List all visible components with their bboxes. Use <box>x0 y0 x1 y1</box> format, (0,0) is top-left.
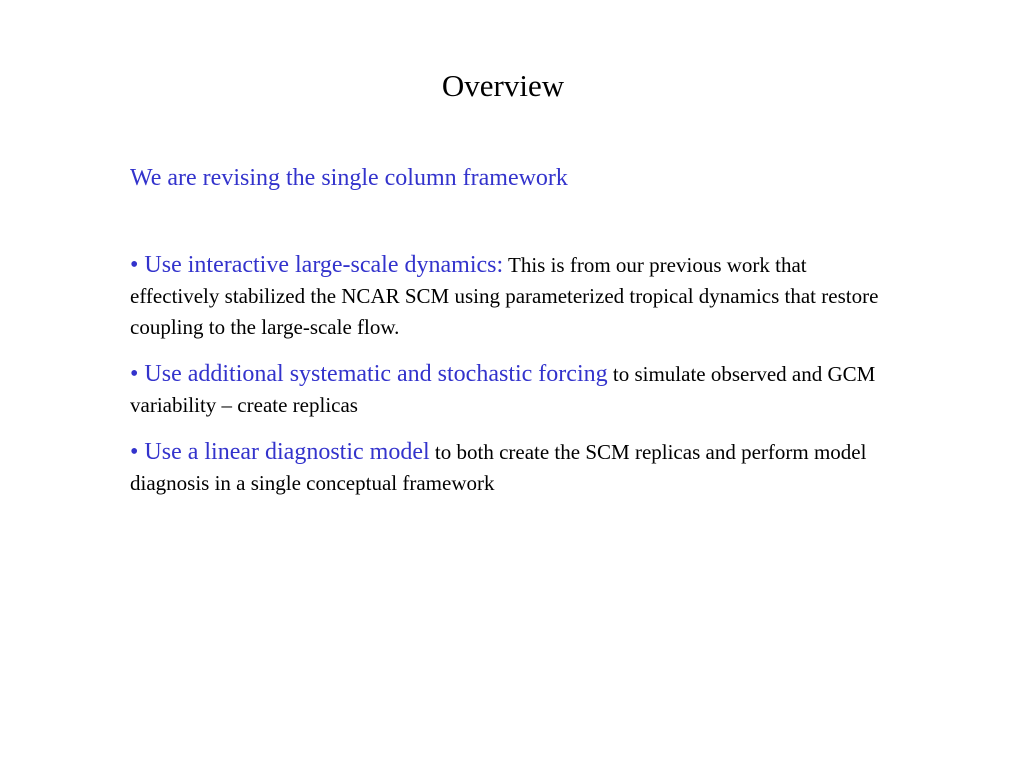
bullet-marker: • <box>130 252 145 278</box>
bullet-body-text: This is from our previous work that effectively stabilized the NCAR SCM using parameterized tropical dynamics that restore coupling to the large-scale flow. <box>130 253 879 339</box>
bullet-list <box>130 250 890 515</box>
bullet-lead-text: Use a linear diagnostic model <box>144 439 430 465</box>
bullet-item <box>130 437 890 499</box>
bullet-lead-text: Use additional systematic and stochastic forcing <box>144 361 608 387</box>
bullet-item <box>130 250 890 343</box>
bullet-marker: • <box>130 361 145 387</box>
slide-title: Overview <box>441 68 565 103</box>
bullet-item <box>130 359 890 421</box>
bullet-marker: • <box>130 439 145 465</box>
bullet-body-text: to both create the SCM replicas and perform model diagnosis in a single conceptual framework <box>130 440 867 495</box>
bullet-lead-text: Use interactive large-scale dynamics: <box>144 252 504 278</box>
bullet-body-text: to simulate observed and GCM variability – create replicas <box>130 362 876 417</box>
slide-subtitle: We are revising the single column framework <box>130 165 568 191</box>
